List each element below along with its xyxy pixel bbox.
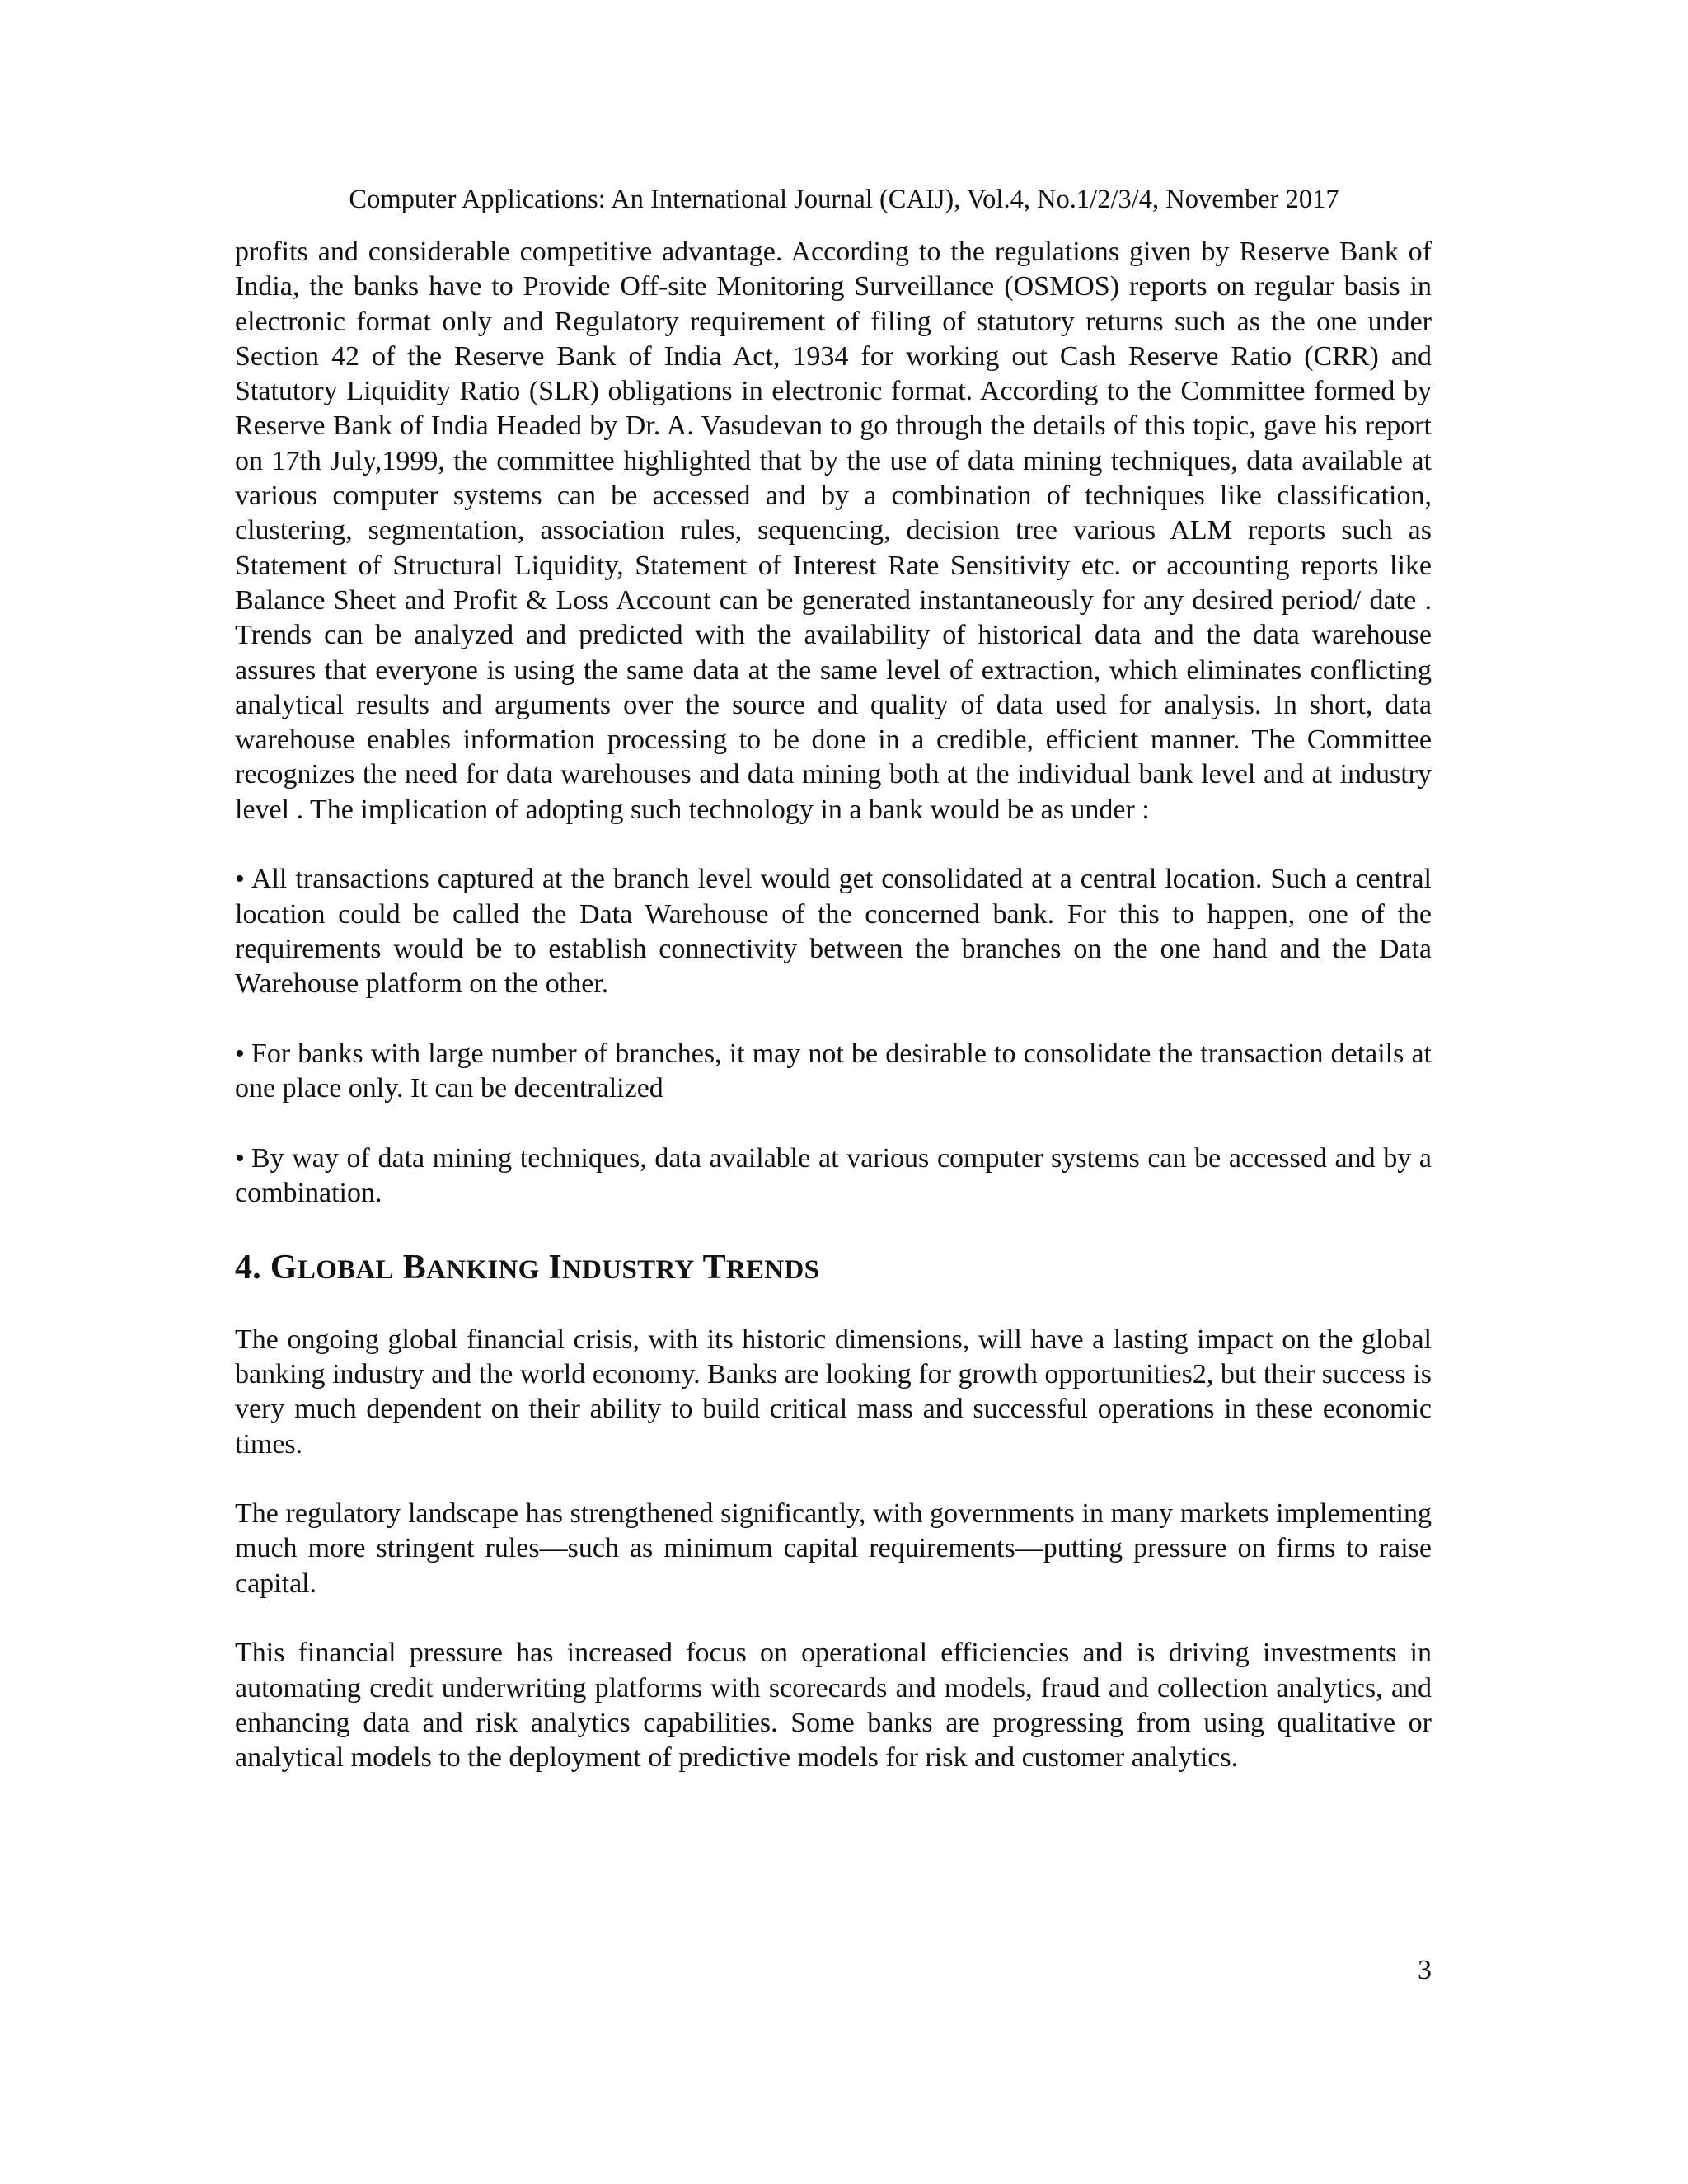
heading-initial: I [548, 1248, 563, 1286]
heading-initial: B [402, 1248, 427, 1286]
bullet-text: All transactions captured at the branch level would get consolidated at a central location. Such a central location could be called the Data Warehouse of the concerned bank. For this to happen, one of the requirements would be to establish connectivity between the branches on the one hand and the Data Warehouse platform on the other. [235, 864, 1432, 1000]
bullet-text: By way of data mining techniques, data available at various computer systems can be accessed and by a combination. [235, 1142, 1432, 1209]
heading-smallcaps: LOBAL [297, 1254, 394, 1285]
bullet-marker: • [235, 1038, 245, 1069]
heading-smallcaps: ANKING [426, 1254, 540, 1285]
section-paragraph-2: The regulatory landscape has strengthened significantly, with governments in many markets implementing much more stringent rules—such as minimum capital requirements—putting pressure on firms to raise capital. [235, 1498, 1432, 1599]
section-heading [235, 1246, 1432, 1291]
paragraph-continuation: profits and considerable competitive advantage. According to the regulations given by Reserve Bank of India, the banks have to Provide Off-site Monitoring Surveillance (OSMOS) reports on regular basis in electronic format only and Regulatory requirement of filing of statutory returns such as the one under Section 42 of the Reserve Bank of India Act, 1934 for working out Cash Reserve Ratio (CRR) and Statutory Liquidity Ratio (SLR) obligations in electronic format. According to the Committee formed by Reserve Bank of India Headed by Dr. A. Vasudevan to go through the details of this topic, gave his report on 17th July,1999, the committee highlighted that by the use of data mining techniques, data available at various computer systems can be accessed and by a combination of techniques like classification, clustering, segmentation, association rules, sequencing, decision tree various ALM reports such as Statement of Structural Liquidity, Statement of Interest Rate Sensitivity etc. or accounting reports like Balance Sheet and Profit & Loss Account can be generated instantaneously for any desired period/ date . Trends can be analyzed and predicted with the availability of historical data and the data warehouse assures that everyone is using the same data at the same level of extraction, which eliminates conflicting analytical results and arguments over the source and quality of data used for analysis. In short, data warehouse enables information processing to be done in a credible, efficient manner. The Committee recognizes the need for data warehouses and data mining both at the individual bank level and at industry level . The implication of adopting such technology in a bank would be as under : [235, 237, 1432, 825]
bullet-item-2 [235, 1037, 1432, 1107]
bullet-item-3 [235, 1141, 1432, 1212]
heading-initial: G [270, 1248, 298, 1286]
heading-initial: T [702, 1248, 726, 1286]
bullet-text: For banks with large number of branches, it may not be desirable to consolidate the transaction details at one place only. It can be decentralized [235, 1038, 1432, 1104]
running-header: Computer Applications: An International Journal (CAIJ), Vol.4, No.1/2/3/4, November 2017 [349, 185, 1339, 214]
page-number: 3 [1418, 1955, 1432, 1985]
section-number: 4. [235, 1248, 262, 1286]
bullet-marker: • [235, 1142, 245, 1174]
body-text [235, 235, 1432, 1811]
section-paragraph-3: This financial pressure has increased focus on operational efficiencies and is driving investments in automating credit underwriting platforms with scorecards and models, fraud and collection analytics, and enhancing data and risk analytics capabilities. Some banks are progressing from using qualitative or analytical models to the deployment of predictive models for risk and customer analytics. [235, 1638, 1432, 1774]
heading-smallcaps: NDUSTRY [562, 1254, 695, 1285]
heading-smallcaps: RENDS [725, 1254, 820, 1285]
bullet-item-1 [235, 862, 1432, 1001]
section-paragraph-1: The ongoing global financial crisis, with its historic dimensions, will have a lasting impact on the global banking industry and the world economy. Banks are looking for growth opportunities2, but their success is very much dependent on their ability to build critical mass and successful operations in these economic times. [235, 1324, 1432, 1460]
bullet-marker: • [235, 864, 245, 895]
